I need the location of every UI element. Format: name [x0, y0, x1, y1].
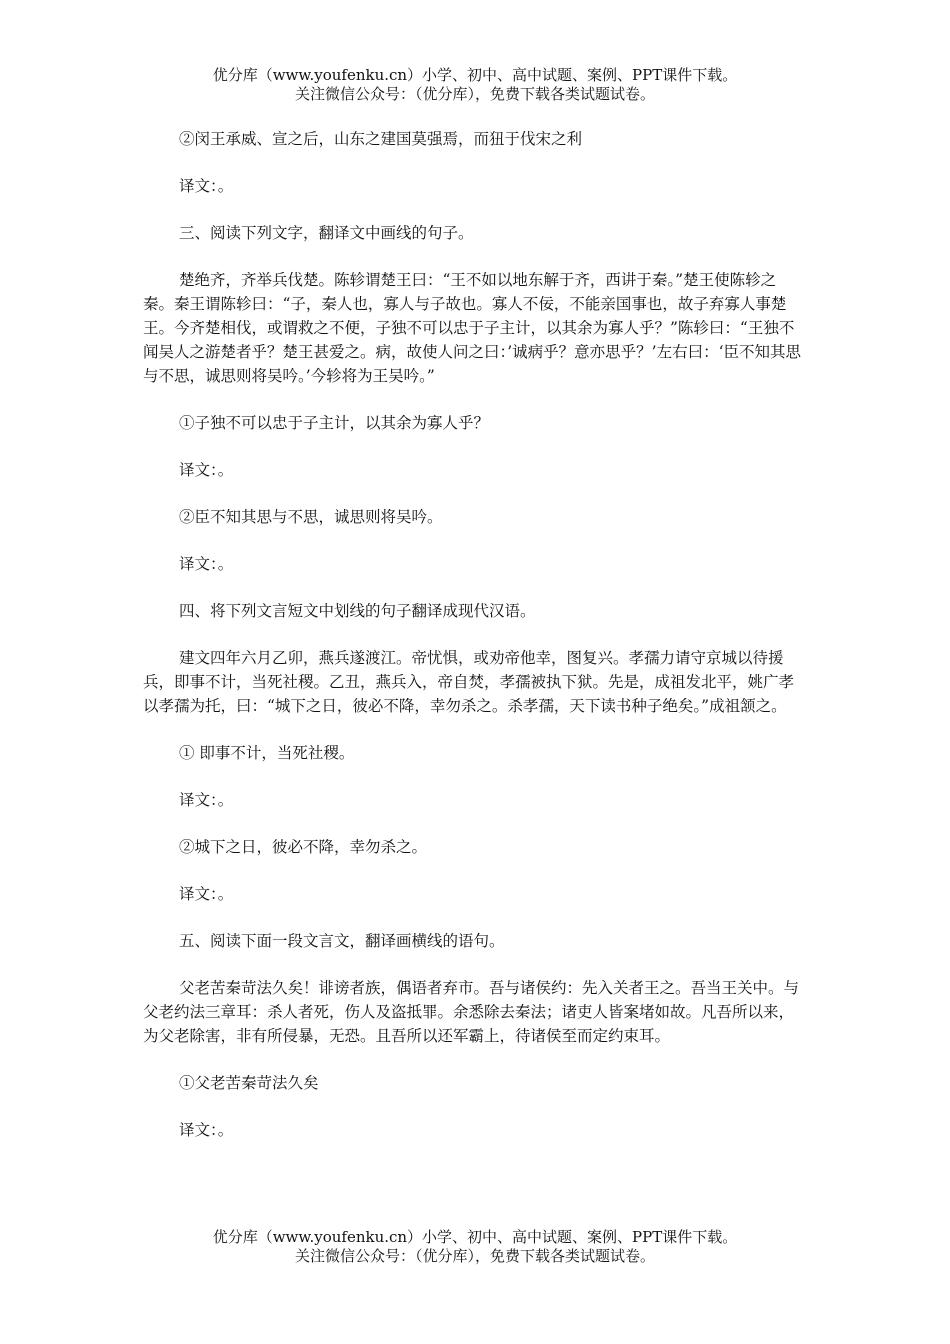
- question-item: ①父老苦秦苛法久矣: [179, 1074, 319, 1092]
- answer-line: 译文：。: [179, 461, 234, 479]
- header-line-1: 优分库（www.youfenku.cn）小学、初中、高中试题、案例、PPT课件下载。: [212, 66, 738, 84]
- section-title: 四、将下列文言短文中划线的句子翻译成现代汉语。: [179, 602, 536, 620]
- question-item: ①子独不可以忠于子主计，以其余为寡人乎？: [179, 414, 490, 432]
- answer-line: 译文：。: [179, 177, 234, 195]
- page-footer: [0, 1228, 950, 1266]
- header-line-2: 关注微信公众号：（优分库），免费下载各类试题试卷。: [294, 85, 655, 103]
- passage: 楚绝齐，齐举兵伐楚。陈轸谓楚王曰：“王不如以地东解于齐，西讲于秦。”楚王使陈轸之秦。秦王谓陈轸曰：“子，秦人也，寡人与子故也。寡人不佞，不能亲国事也，故子弃寡人事楚王。今齐楚相伐，或谓救之不便，子独不可以忠于子主计，以其余为寡人乎？”陈轸曰：“王独不闻吴人之游楚者乎？楚王甚爱之。病，故使人问之曰：’诚病乎？意亦思乎？’左右曰：‘臣不知其思与不思，诚思则将吴吟。’今轸将为王吴吟。”: [143, 271, 802, 385]
- answer-line: 译文：。: [179, 885, 234, 903]
- answer-line: 译文：。: [179, 555, 234, 573]
- footer-line-2: 关注微信公众号：（优分库），免费下载各类试题试卷。: [294, 1247, 655, 1265]
- page-header: [0, 66, 950, 104]
- question-item: ②臣不知其思与不思，诚思则将吴吟。: [179, 508, 443, 526]
- footer-line-1: 优分库（www.youfenku.cn）小学、初中、高中试题、案例、PPT课件下载。: [212, 1228, 738, 1246]
- answer-line: 译文：。: [179, 1121, 234, 1139]
- section-title: 五、阅读下面一段文言文，翻译画横线的语句。: [179, 932, 505, 950]
- passage: 建文四年六月乙卯，燕兵遂渡江。帝忧惧，或劝帝他幸，图复兴。孝孺力请守京城以待援兵，即事不计，当死社稷。乙丑，燕兵入，帝自焚，孝孺被执下狱。先是，成祖发北平，姚广孝以孝孺为托，曰：“城下之日，彼必不降，幸勿杀之。杀孝孺，天下读书种子绝矣。”成祖颔之。: [143, 649, 795, 715]
- section-title: 三、阅读下列文字，翻译文中画线的句子。: [179, 224, 474, 242]
- question-item: ②闵王承威、宣之后，山东之建国莫强焉，而狃于伐宋之利: [179, 130, 583, 148]
- question-item: ① 即事不计，当死社稷。: [179, 744, 355, 762]
- passage: 父老苦秦苛法久矣！诽谤者族，偶语者弃市。吾与诸侯约：先入关者王之。吾当王关中。与父老约法三章耳：杀人者死，伤人及盗抵罪。余悉除去秦法；诸吏人皆案堵如故。凡吾所以来，为父老除害，非有所侵暴，无恐。且吾所以还军霸上，待诸侯至而定约束耳。: [143, 979, 800, 1045]
- document-body: [143, 127, 806, 1142]
- question-item: ②城下之日，彼必不降，幸勿杀之。: [179, 838, 428, 856]
- answer-line: 译文：。: [179, 791, 234, 809]
